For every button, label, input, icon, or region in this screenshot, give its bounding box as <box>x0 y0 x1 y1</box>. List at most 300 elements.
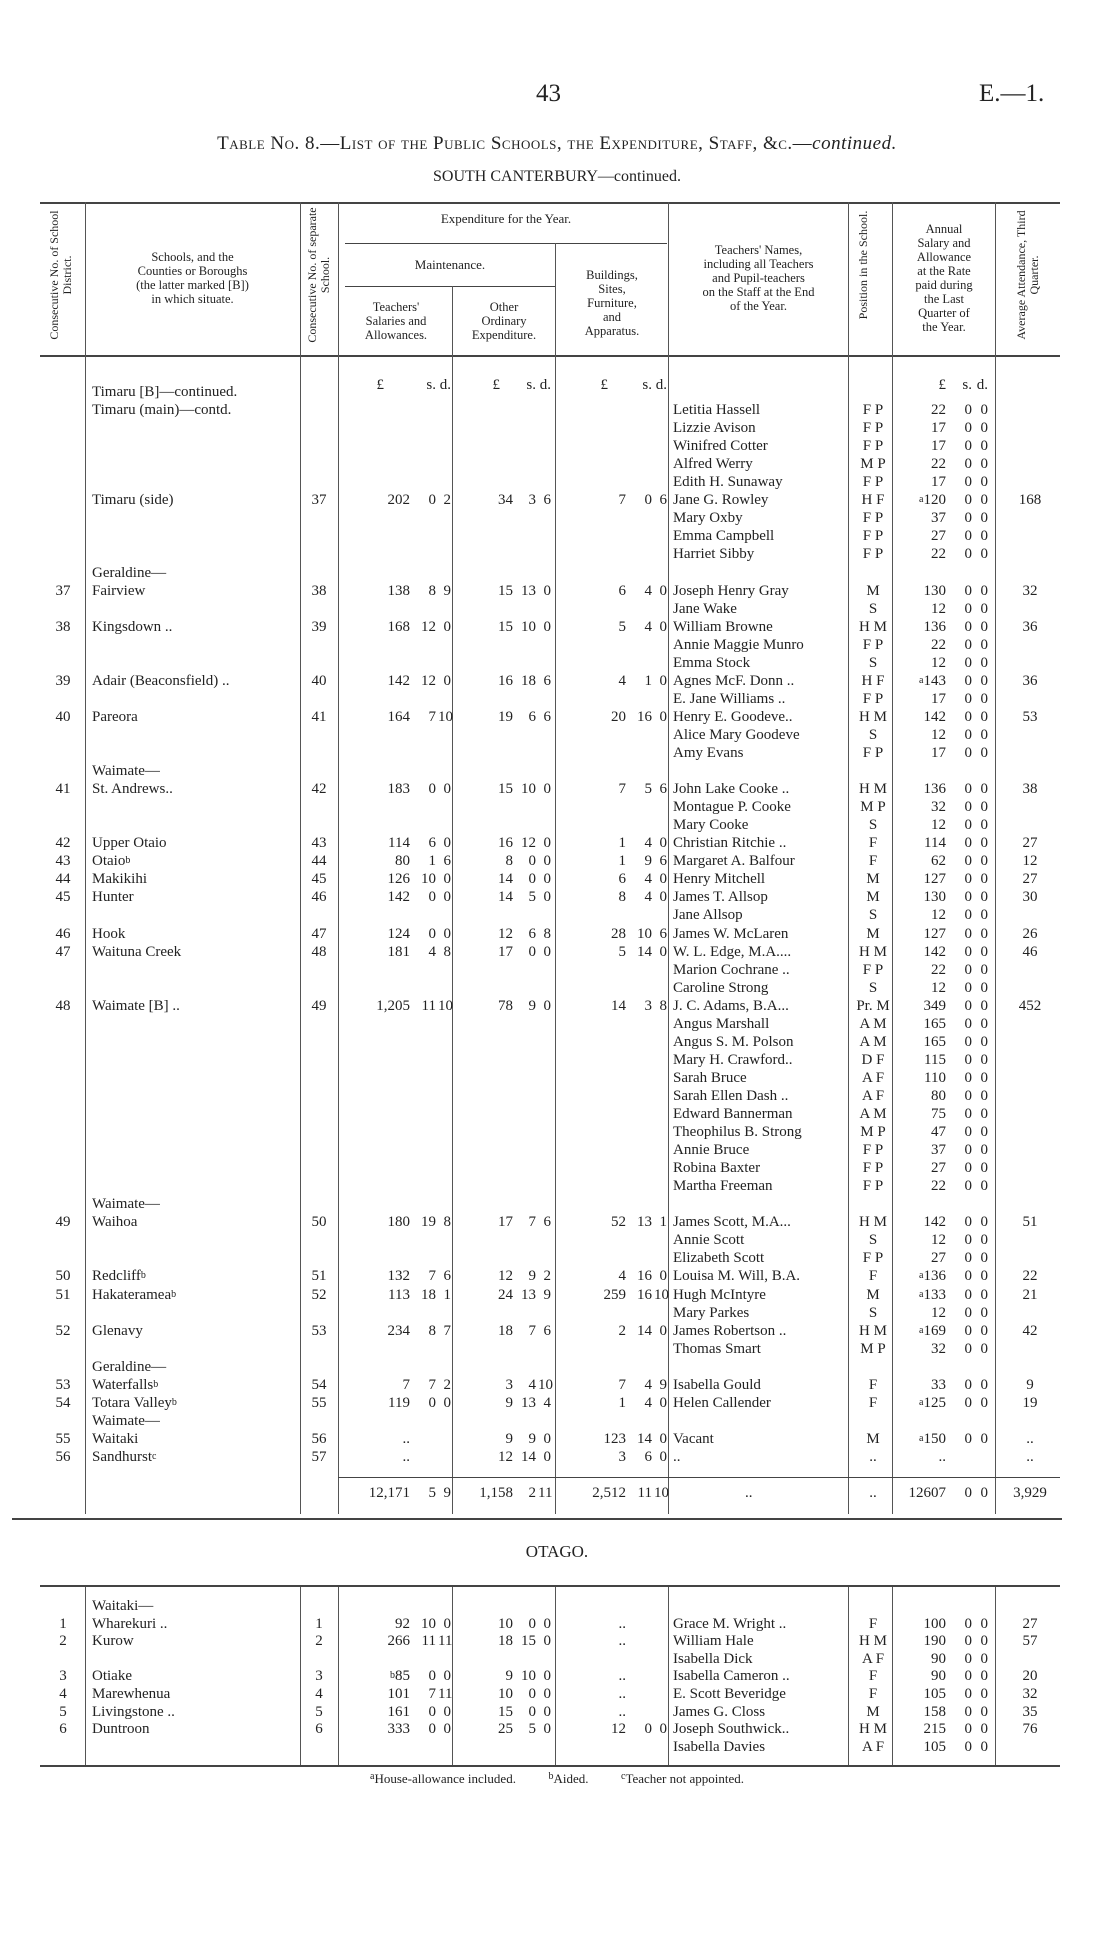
teachers-salary-shillings: 0 <box>428 1668 436 1685</box>
salary-pounds: 115 <box>924 1051 946 1068</box>
teacher-position: H F <box>861 672 885 689</box>
teachers-salary-pence: 0 <box>443 835 451 852</box>
salary-pounds: 80 <box>931 1087 946 1104</box>
school-name: Hunter <box>92 889 134 906</box>
other-expenditure-pence: 0 <box>543 943 551 960</box>
unit-shilling: s. <box>962 377 972 393</box>
district-number: 50 <box>55 1268 71 1285</box>
salary-shillings: 0 <box>964 745 972 761</box>
teacher-name: Edward Bannerman <box>673 1106 793 1122</box>
teacher-name: Harriet Sibby <box>673 546 755 563</box>
teachers-salary-pence: 11 <box>438 1686 453 1702</box>
school-name: Adair (Beaconsfield) .. <box>92 672 230 689</box>
district-number: 56 <box>55 1448 71 1465</box>
district-number: 41 <box>55 781 71 798</box>
teachers-salary-pence: 0 <box>443 618 451 635</box>
buildings-pounds: 14 <box>611 997 626 1014</box>
district-number: 46 <box>55 925 71 942</box>
salary-pounds: 105 <box>923 1738 946 1755</box>
salary-shillings: 0 <box>964 1268 972 1285</box>
school-name-wrap <box>92 1267 146 1285</box>
footnote-mark: a <box>919 1324 924 1336</box>
salary-pounds: 12 <box>931 654 946 671</box>
district-number: 48 <box>55 997 71 1014</box>
page-number: 43 <box>536 80 561 107</box>
salary-pounds: 158 <box>923 1703 946 1720</box>
title-main: List of the Public Schools, the Expenditure, Staff, &c.— <box>339 133 813 154</box>
salary-shillings: 0 <box>964 1430 972 1447</box>
teachers-salary-shillings: 10 <box>421 1615 436 1632</box>
buildings-shillings: 5 <box>644 781 652 798</box>
average-attendance: 35 <box>1022 1703 1038 1720</box>
title-prefix: Table No. 8.— <box>217 133 340 154</box>
salary-shillings: 0 <box>964 943 972 960</box>
table-row <box>0 1650 1114 1668</box>
salary-pence: 0 <box>980 1633 988 1650</box>
other-expenditure-pounds: 16 <box>498 672 513 689</box>
salary-pence: 0 <box>980 1033 988 1050</box>
header-line: including all Teachers <box>703 257 814 271</box>
header-line: Salary and <box>917 236 971 250</box>
salary-shillings: 0 <box>964 1250 972 1267</box>
salary-pence: 0 <box>980 1703 988 1720</box>
salary-shillings: 0 <box>964 997 972 1014</box>
salary-shillings: 0 <box>964 1232 972 1249</box>
header-line: of the Year. <box>730 299 787 313</box>
table-row <box>0 1738 1114 1756</box>
salary-pence: 0 <box>980 690 988 707</box>
teachers-salary-pounds: 138 <box>387 582 410 599</box>
teacher-position: Pr. M <box>856 997 890 1014</box>
other-expenditure-shillings: 5 <box>528 1721 536 1738</box>
average-attendance: 22 <box>1022 1268 1038 1285</box>
teachers-salary-pounds: 142 <box>387 672 410 689</box>
other-expenditure-pounds: 9 <box>505 1394 513 1411</box>
teachers-salary-pence: 10 <box>438 708 453 725</box>
salary-pounds: 22 <box>931 402 946 419</box>
salary-pence: 0 <box>980 528 988 545</box>
salary-pence: 0 <box>980 943 988 960</box>
header-line: Teachers' Names, <box>714 243 803 257</box>
salary-shillings: 0 <box>964 1142 972 1159</box>
salary-pounds: 142 <box>923 943 946 960</box>
school-name: Upper Otaio <box>92 835 167 852</box>
school-number: 48 <box>311 943 327 960</box>
header-line: the Last <box>924 292 964 306</box>
teacher-name: W. L. Edge, M.A.... <box>673 943 792 960</box>
other-expenditure-pounds: 18 <box>498 1633 513 1650</box>
average-attendance: 36 <box>1022 618 1038 635</box>
other-expenditure-pounds: 15 <box>498 618 513 635</box>
teacher-position: M <box>866 1430 880 1447</box>
teacher-position: S <box>868 1232 878 1249</box>
salary-shillings: 0 <box>964 889 972 906</box>
buildings-pounds: .. <box>618 1633 626 1650</box>
teachers-salary-pounds: 183 <box>387 781 410 798</box>
salary-pence: 0 <box>980 510 988 527</box>
salary-shillings: 0 <box>964 1615 972 1632</box>
school-number: 56 <box>311 1430 327 1447</box>
table-row <box>0 816 1114 834</box>
teachers-salary-shillings: 7 <box>428 1376 436 1393</box>
teacher-position: S <box>868 600 878 617</box>
school-name: Waimate [B] .. <box>92 997 180 1014</box>
teacher-name: Martha Freeman <box>673 1178 773 1195</box>
salary-pounds-wrap <box>896 1286 946 1304</box>
salary-shillings: 0 <box>964 1738 972 1755</box>
teachers-salary-shillings: 0 <box>428 1394 436 1411</box>
teacher-name: Theophilus B. Strong <box>673 1124 802 1141</box>
average-attendance: 32 <box>1022 1686 1038 1702</box>
teacher-name: Mary Parkes <box>673 1304 750 1321</box>
salary-pence: 0 <box>980 1650 988 1667</box>
teachers-salary-pence: 2 <box>443 1376 451 1393</box>
salary-pence: 0 <box>980 889 988 906</box>
teacher-name: Margaret A. Balfour <box>673 853 795 870</box>
district-number: 6 <box>59 1721 67 1738</box>
other-expenditure-pence: 0 <box>543 1448 551 1465</box>
salary-pence: 0 <box>980 420 988 437</box>
other-expenditure-pence: 0 <box>543 1633 551 1650</box>
salary-pounds: 27 <box>931 1250 946 1267</box>
table-row <box>0 1685 1114 1703</box>
buildings-shillings: 1 <box>644 672 652 689</box>
salary-shillings: 0 <box>964 907 972 924</box>
teacher-name: Emma Stock <box>673 654 751 671</box>
table-row <box>0 1376 1114 1394</box>
teacher-name: Louisa M. Will, B.A. <box>673 1268 801 1285</box>
buildings-shillings: 4 <box>644 889 652 906</box>
header-line: paid during <box>915 278 973 292</box>
salary-pounds: 169 <box>923 1322 946 1339</box>
total-teachers-pence: 9 <box>443 1485 451 1501</box>
salary-pounds-wrap <box>896 491 946 509</box>
buildings-shillings: 4 <box>644 582 652 599</box>
teacher-name: James G. Closs <box>673 1703 766 1720</box>
other-expenditure-pounds: 17 <box>498 1214 513 1231</box>
table-row <box>0 1195 1114 1213</box>
document-code: E.—1. <box>979 80 1045 107</box>
other-expenditure-pounds: 14 <box>498 889 513 906</box>
table-row <box>0 401 1114 419</box>
other-expenditure-pounds: 78 <box>498 997 513 1014</box>
teacher-position: F P <box>862 690 884 707</box>
salary-pence: 0 <box>980 1178 988 1195</box>
teacher-name: Isabella Cameron .. <box>673 1668 790 1685</box>
teachers-salary-pounds: .. <box>402 1430 410 1447</box>
average-attendance: .. <box>1026 1430 1034 1447</box>
salary-shillings: 0 <box>964 438 972 455</box>
header-line: and <box>602 310 622 324</box>
teachers-salary-pounds: 113 <box>388 1286 410 1303</box>
salary-pounds: 12 <box>931 907 946 924</box>
teacher-position: S <box>868 654 878 671</box>
footnote-mark: a <box>919 1432 924 1444</box>
other-expenditure-shillings: 0 <box>528 1703 536 1720</box>
average-attendance: 53 <box>1022 708 1038 725</box>
salary-shillings: 0 <box>964 961 972 978</box>
table-row <box>0 545 1114 563</box>
teacher-position: A F <box>861 1069 885 1086</box>
buildings-pence: 6 <box>659 781 667 798</box>
school-number: 4 <box>315 1686 323 1702</box>
average-attendance: 12 <box>1022 853 1038 870</box>
table-row <box>0 961 1114 979</box>
salary-pence: 0 <box>980 817 988 834</box>
other-expenditure-shillings: 10 <box>521 1668 536 1685</box>
teacher-position: A F <box>861 1738 885 1755</box>
teachers-salary-pence: 0 <box>443 672 451 689</box>
average-attendance: 19 <box>1022 1394 1038 1411</box>
salary-pounds: 22 <box>931 636 946 653</box>
teacher-name: Annie Maggie Munro <box>673 636 804 653</box>
salary-shillings: 0 <box>964 925 972 942</box>
salary-shillings: 0 <box>964 654 972 671</box>
teacher-name: J. C. Adams, B.A... <box>673 997 789 1014</box>
teachers-salary-shillings: 0 <box>428 492 436 509</box>
header-schools-line: in which situate. <box>151 292 234 306</box>
teacher-position: M <box>866 1286 880 1303</box>
teacher-position: F P <box>862 510 884 527</box>
header-teachers-salaries <box>340 300 452 342</box>
teachers-salary-pence: 1 <box>443 1286 451 1303</box>
salary-pounds: 165 <box>923 1015 946 1032</box>
average-attendance: 32 <box>1022 582 1038 599</box>
teachers-salary-shillings: 4 <box>428 943 436 960</box>
other-expenditure-shillings: 9 <box>528 1430 536 1447</box>
table-row <box>0 1033 1114 1051</box>
table-row <box>0 1412 1114 1430</box>
teacher-name: Henry E. Goodeve.. <box>673 708 793 725</box>
district-number: 45 <box>55 889 71 906</box>
school-number: 53 <box>311 1322 327 1339</box>
district-number: 43 <box>55 853 71 870</box>
table-row <box>0 1304 1114 1322</box>
buildings-shillings: 14 <box>637 1430 652 1447</box>
school-name: Waituna Creek <box>92 943 182 960</box>
school-number: 1 <box>315 1615 323 1632</box>
school-name: Sandhurst <box>92 1448 152 1465</box>
header-line: Furniture, <box>587 296 637 310</box>
salary-pence: 0 <box>980 871 988 888</box>
otago-bottom-rule <box>40 1765 1060 1767</box>
footnote-mark: b <box>171 1288 177 1300</box>
header-line: at the Rate <box>917 264 971 278</box>
salary-pence: 0 <box>980 961 988 978</box>
school-number: 45 <box>311 871 327 888</box>
salary-pounds: 37 <box>931 1142 946 1159</box>
teacher-name: James Robertson .. <box>673 1322 787 1339</box>
salary-pence: 0 <box>980 1142 988 1159</box>
school-name: Duntroon <box>92 1721 150 1738</box>
salary-shillings: 0 <box>964 1703 972 1720</box>
teachers-salary-shillings: 12 <box>421 618 436 635</box>
other-expenditure-pence: 6 <box>543 672 551 689</box>
other-expenditure-shillings: 9 <box>528 1268 536 1285</box>
salary-shillings: 0 <box>964 1394 972 1411</box>
district-number: 4 <box>59 1686 67 1702</box>
teachers-salary-shillings: 8 <box>428 1322 436 1339</box>
salary-pounds: 22 <box>931 1178 946 1195</box>
other-expenditure-shillings: 0 <box>528 853 536 870</box>
teachers-salary-pounds: 132 <box>387 1268 410 1285</box>
teacher-name: Christian Ritchie .. <box>673 835 787 852</box>
salary-pounds: 27 <box>931 528 946 545</box>
salary-shillings: 0 <box>964 1633 972 1650</box>
salary-pence: 0 <box>980 1686 988 1702</box>
salary-pence: 0 <box>980 402 988 419</box>
school-name: Waitaki— <box>92 1598 154 1614</box>
teacher-position: F P <box>862 961 884 978</box>
salary-pence: 0 <box>980 997 988 1014</box>
table-row <box>0 1267 1114 1285</box>
salary-pounds: 12 <box>931 726 946 743</box>
salary-shillings: 0 <box>964 1286 972 1303</box>
other-expenditure-pounds: 17 <box>498 943 513 960</box>
salary-pence: 0 <box>980 708 988 725</box>
salary-shillings: 0 <box>964 817 972 834</box>
teachers-salary-pence: 0 <box>443 889 451 906</box>
salary-pence: 0 <box>980 1286 988 1303</box>
average-attendance: 76 <box>1022 1721 1038 1738</box>
table-row <box>0 1213 1114 1231</box>
school-name: Waihoa <box>92 1214 138 1231</box>
total-buildings-shillings: 11 <box>637 1485 652 1501</box>
buildings-pounds: 259 <box>603 1286 626 1303</box>
table-row <box>0 491 1114 509</box>
header-expenditure: Expenditure for the Year. <box>440 211 572 226</box>
average-attendance: .. <box>1026 1448 1034 1465</box>
salary-pounds: 12 <box>931 600 946 617</box>
salary-pounds: 17 <box>931 438 946 455</box>
school-number: 51 <box>311 1268 327 1285</box>
footnote-mark: a <box>919 1288 924 1300</box>
footnote-mark: b <box>125 855 131 867</box>
salary-pence: 0 <box>980 1087 988 1104</box>
table-row <box>0 636 1114 654</box>
salary-pounds: 143 <box>923 672 946 689</box>
other-expenditure-shillings: 10 <box>521 781 536 798</box>
teacher-name: Joseph Southwick.. <box>673 1721 790 1738</box>
total-salary-pounds: 12607 <box>908 1485 946 1501</box>
teacher-position: S <box>868 726 878 743</box>
teacher-name: John Lake Cooke .. <box>673 781 790 798</box>
salary-pence: 0 <box>980 1214 988 1231</box>
teacher-name: Annie Scott <box>673 1232 745 1249</box>
other-expenditure-pence: 6 <box>543 1322 551 1339</box>
teacher-position: H M <box>859 1214 887 1231</box>
title-suffix: continued. <box>812 133 897 154</box>
table-row <box>0 1249 1114 1267</box>
school-name: Totara Valley <box>92 1394 172 1411</box>
teacher-name: E. Scott Beveridge <box>673 1686 786 1702</box>
table-row <box>0 979 1114 997</box>
buildings-pence: 0 <box>659 889 667 906</box>
school-number: 42 <box>311 781 327 798</box>
salary-pence: 0 <box>980 618 988 635</box>
teachers-salary-pounds: 164 <box>387 708 410 725</box>
teacher-name: Angus S. M. Polson <box>673 1033 794 1050</box>
buildings-pounds: 7 <box>618 1376 626 1393</box>
buildings-shillings: 14 <box>637 1322 652 1339</box>
teachers-salary-pence: 8 <box>443 943 451 960</box>
buildings-pounds: 1 <box>618 853 626 870</box>
table-row <box>0 1394 1114 1412</box>
school-name: St. Andrews.. <box>92 781 173 798</box>
salary-pence: 0 <box>980 492 988 509</box>
teacher-position: M <box>866 925 880 942</box>
teachers-salary-pounds: 101 <box>387 1686 410 1702</box>
average-attendance: 42 <box>1022 1322 1038 1339</box>
salary-pounds-wrap <box>896 1394 946 1412</box>
teachers-salary-pounds: 333 <box>387 1721 410 1738</box>
table-row <box>0 1141 1114 1159</box>
header-line: the Year. <box>922 320 966 334</box>
teachers-salary-pounds: 119 <box>388 1394 410 1411</box>
teachers-salary-shillings: 0 <box>428 1721 436 1738</box>
teacher-position: D F <box>861 1051 885 1068</box>
salary-shillings: 0 <box>964 492 972 509</box>
other-expenditure-shillings: 15 <box>521 1633 536 1650</box>
salary-pounds-wrap <box>896 1267 946 1285</box>
school-name-wrap <box>92 1394 177 1412</box>
teacher-name: Henry Mitchell <box>673 871 766 888</box>
salary-pounds: 22 <box>931 546 946 563</box>
header-schools-line: Schools, and the <box>151 250 234 264</box>
teachers-salary-pence: 7 <box>443 1322 451 1339</box>
teacher-name: Caroline Strong <box>673 979 769 996</box>
table-row <box>0 1358 1114 1376</box>
salary-shillings: 0 <box>964 1650 972 1667</box>
buildings-pounds: 123 <box>603 1430 626 1447</box>
total-other-pence: 11 <box>538 1485 553 1501</box>
teacher-position: F <box>868 1394 878 1411</box>
average-attendance: 46 <box>1022 943 1038 960</box>
teachers-salary-pounds: 124 <box>387 925 410 942</box>
buildings-pence: 0 <box>659 618 667 635</box>
header-line: Expenditure. <box>471 328 537 342</box>
header-line: Teachers' <box>372 300 420 314</box>
teacher-position: H M <box>859 1322 887 1339</box>
average-attendance: 57 <box>1022 1633 1038 1650</box>
teacher-position: M <box>866 889 880 906</box>
teachers-salary-pounds: 126 <box>387 871 410 888</box>
table-row <box>0 943 1114 961</box>
other-expenditure-pence: 0 <box>543 1703 551 1720</box>
salary-pence: 0 <box>980 636 988 653</box>
teachers-salary-pounds: 85 <box>395 1668 410 1685</box>
teachers-salary-pounds: 202 <box>387 492 410 509</box>
salary-pounds: 130 <box>923 889 946 906</box>
teacher-name: Hugh McIntyre <box>673 1286 766 1303</box>
other-expenditure-pence: 0 <box>543 781 551 798</box>
teachers-salary-pence: 11 <box>438 1633 453 1650</box>
other-expenditure-pence: 4 <box>543 1394 551 1411</box>
teacher-name: Jane Allsop <box>673 907 743 924</box>
average-attendance: 51 <box>1022 1214 1038 1231</box>
other-expenditure-pounds: 12 <box>498 1268 513 1285</box>
salary-pounds: 22 <box>931 961 946 978</box>
salary-pounds: 142 <box>923 708 946 725</box>
buildings-shillings: 4 <box>644 1394 652 1411</box>
other-expenditure-pence: 0 <box>543 1430 551 1447</box>
buildings-shillings: 16 <box>637 708 652 725</box>
teachers-salary-pounds-wrap <box>350 1667 410 1685</box>
salary-shillings: 0 <box>964 618 972 635</box>
average-attendance: 30 <box>1022 889 1038 906</box>
salary-pence: 0 <box>980 438 988 455</box>
average-attendance: 26 <box>1022 925 1038 942</box>
